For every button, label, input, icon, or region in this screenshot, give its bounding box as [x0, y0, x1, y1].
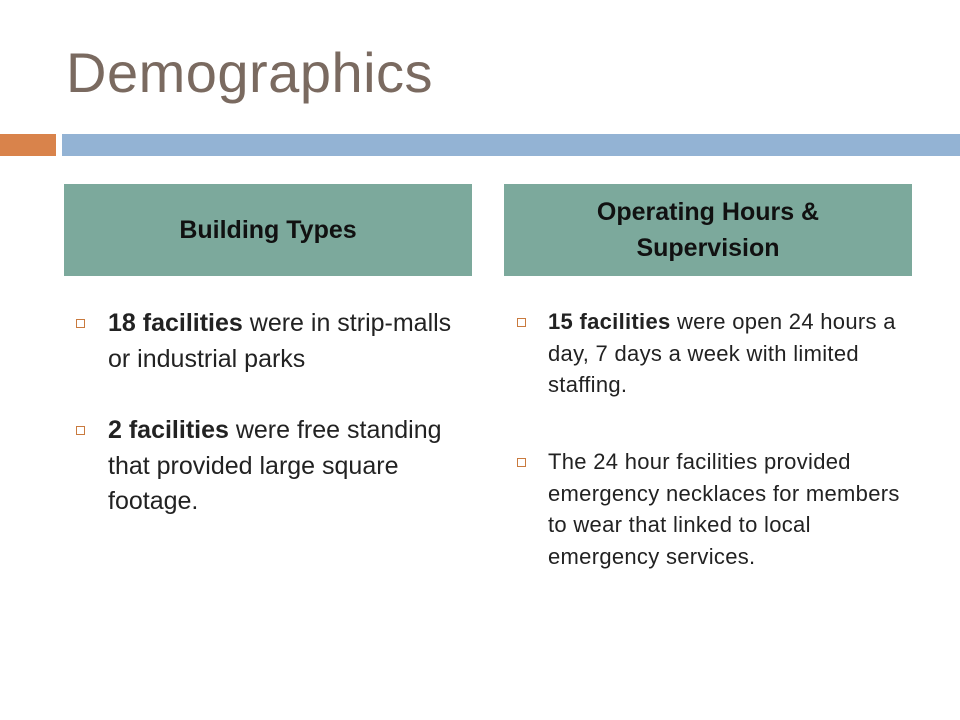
- list-item: [76, 306, 456, 377]
- operating-hours-list: [517, 306, 907, 573]
- square-bullet-icon: [517, 318, 526, 327]
- bullet-bold: 18 facilities: [108, 309, 243, 337]
- bullet-bold: 2 facilities: [108, 416, 229, 444]
- building-types-header: [64, 184, 472, 276]
- square-bullet-icon: [517, 458, 526, 467]
- list-item: [76, 413, 456, 520]
- square-bullet-icon: [76, 319, 85, 328]
- bullet-text: were in strip-malls or industrial parks: [108, 309, 452, 373]
- square-bullet-icon: [76, 426, 85, 435]
- operating-hours-header-label: Operating Hours & Supervision: [596, 197, 820, 262]
- title-accent-bar-blue: [62, 134, 960, 156]
- operating-hours-header: [504, 184, 912, 276]
- slide-title: Demographics: [66, 41, 434, 104]
- bullet-text: were open 24 hours a day, 7 days a week with limited staffing.: [548, 309, 896, 398]
- bullet-text: were free standing that provided large square footage.: [108, 416, 442, 515]
- list-item: [517, 306, 907, 401]
- list-item: [517, 446, 907, 573]
- bullet-text: The 24 hour facilities provided emergency necklaces for members to wear that linked to local emergency services.: [548, 449, 900, 570]
- bullet-bold: 15 facilities: [548, 309, 671, 334]
- title-accent-bar-orange: [0, 134, 56, 156]
- building-types-header-label: Building Types: [179, 215, 357, 244]
- building-types-list: [76, 306, 456, 520]
